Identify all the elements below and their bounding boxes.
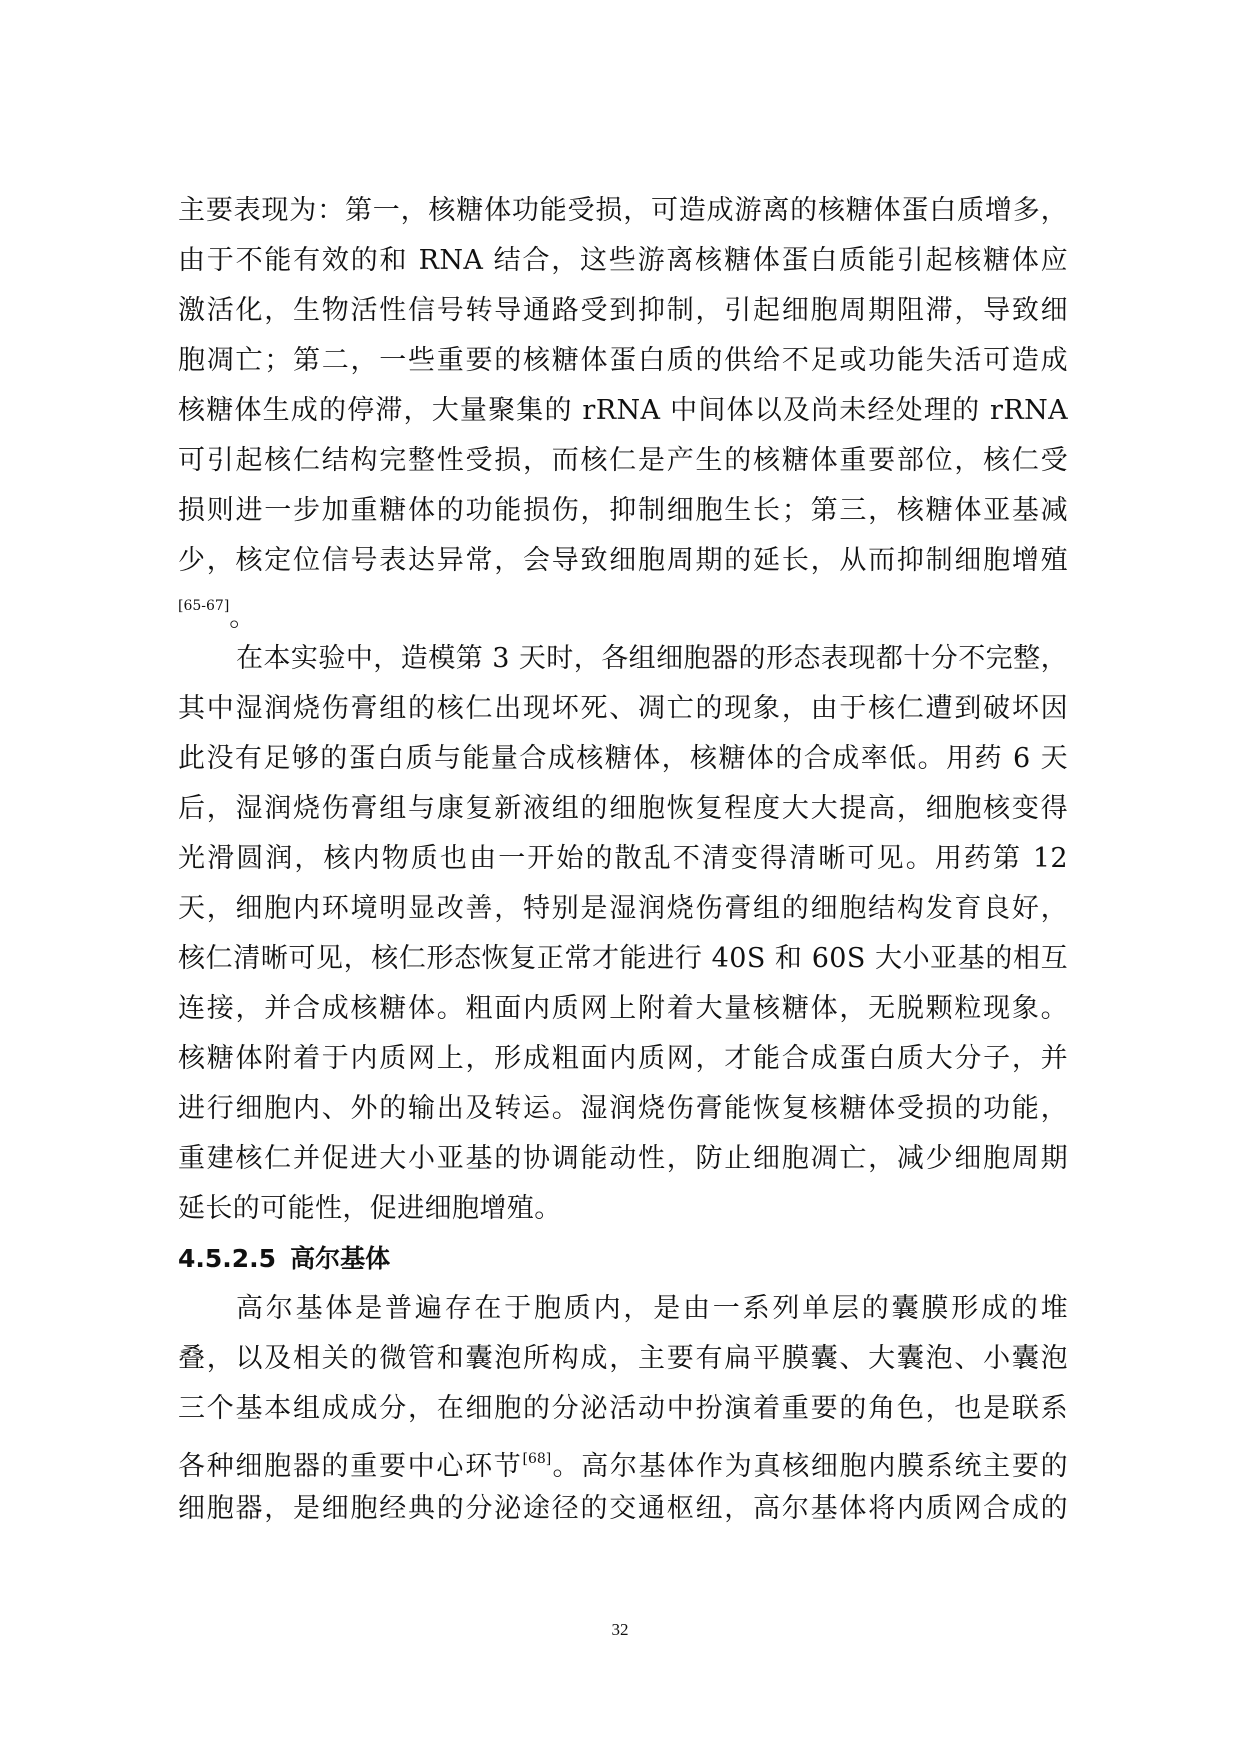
section-number: 4.5.2.5 [178,1244,277,1273]
text-line: 叠，以及相关的微管和囊泡所构成，主要有扁平膜囊、大囊泡、小囊泡 [178,1343,1068,1374]
text-line: 可引起核仁结构完整性受损，而核仁是产生的核糖体重要部位，核仁受 [178,445,1068,476]
page-number: 32 [611,1620,629,1639]
section-title: 高尔基体 [290,1244,391,1273]
text-line: 三个基本组成成分，在细胞的分泌活动中扮演着重要的角色，也是联系 [178,1393,1068,1424]
paragraph-golgi [178,1284,1068,1534]
text-line: 高尔基体是普遍存在于胞质内，是由一系列单层的囊膜形成的堆 [236,1293,1068,1324]
paragraph-ribosome-damage [178,186,1068,633]
text-line: 损则进一步加重糖体的功能损伤，抑制细胞生长；第三，核糖体亚基减 [178,495,1068,526]
text-line: 其中湿润烧伤膏组的核仁出现坏死、凋亡的现象，由于核仁遭到破坏因 [178,693,1068,724]
text-line: 光滑圆润，核内物质也由一开始的散乱不清变得清晰可见。用药第 12 [178,843,1068,874]
end-mark: 。 [229,602,257,633]
text-line: 进行细胞内、外的输出及转运。湿润烧伤膏能恢复核糖体受损的功能， [178,1093,1068,1124]
text-line: 胞凋亡；第二，一些重要的核糖体蛋白质的供给不足或功能失活可造成 [178,345,1068,376]
text-line: 后，湿润烧伤膏组与康复新液组的细胞恢复程度大大提高，细胞核变得 [178,793,1068,824]
text-line: 重建核仁并促进大小亚基的协调能动性，防止细胞凋亡，减少细胞周期 [178,1143,1068,1174]
text-line: 核糖体生成的停滞，大量聚集的 rRNA 中间体以及尚未经处理的 rRNA [178,395,1068,426]
text-line: 在本实验中，造模第 3 天时，各组细胞器的形态表现都十分不完整， [236,643,1068,674]
text-line: 天，细胞内环境明显改善，特别是湿润烧伤膏组的细胞结构发育良好， [178,893,1068,924]
citation-ref: [68] [522,1451,552,1467]
text-line: 延长的可能性，促进细胞增殖。 [178,1193,562,1224]
text-line [178,1434,1068,1484]
citation-line [178,586,1068,633]
text-line: 由于不能有效的和 RNA 结合，这些游离核糖体蛋白质能引起核糖体应 [178,245,1068,276]
text-line: 细胞器，是细胞经典的分泌途径的交通枢纽，高尔基体将内质网合成的 [178,1493,1068,1524]
text-line: 少，核定位信号表达异常，会导致细胞周期的延长，从而抑制细胞增殖 [178,545,1068,576]
text-line: 核仁清晰可见，核仁形态恢复正常才能进行 40S 和 60S 大小亚基的相互 [178,943,1068,974]
citation-ref: [65-67] [178,598,230,614]
text-line: 主要表现为：第一，核糖体功能受损，可造成游离的核糖体蛋白质增多， [178,195,1068,226]
section-heading [178,1234,1068,1284]
text-line: 连接，并合成核糖体。粗面内质网上附着大量核糖体，无脱颗粒现象。 [178,993,1068,1024]
paragraph-experiment-results [178,634,1068,1234]
body-text [178,186,1068,1534]
text-line: 核糖体附着于内质网上，形成粗面内质网，才能合成蛋白质大分子，并 [178,1043,1068,1074]
text-line: 此没有足够的蛋白质与能量合成核糖体，核糖体的合成率低。用药 6 天 [178,743,1068,774]
text-line: 激活化，生物活性信号转导通路受到抑制，引起细胞周期阻滞，导致细 [178,295,1068,326]
text-segment: 各种细胞器的重要中心环节 [178,1451,523,1482]
text-segment: 。高尔基体作为真核细胞内膜系统主要的 [551,1451,1068,1482]
